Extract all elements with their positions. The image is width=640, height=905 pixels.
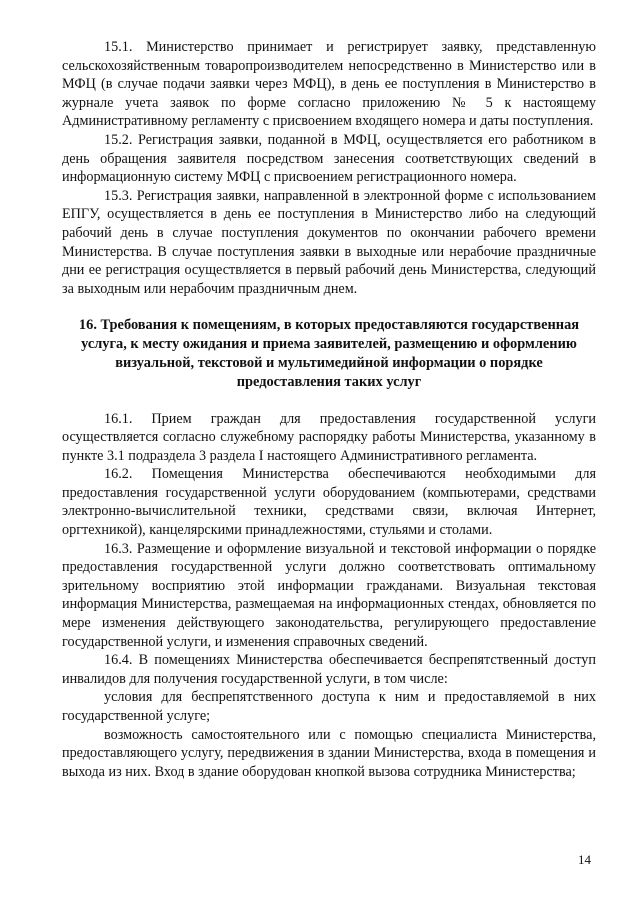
paragraph-15-2: 15.2. Регистрация заявки, поданной в МФЦ, осуществляется его работником в день обращения заявителя посредством занесения соответствующих сведений в информационную систему МФЦ с присвоением регистрационного номера.: [62, 131, 596, 186]
list-item-movement: возможность самостоятельного или с помощью специалиста Министерства, предоставляющего услугу, передвижения в здании Министерства, входа в помещения и выхода из них. Вход в здание оборудован кнопкой вызова сотрудника Министерства;: [62, 726, 596, 780]
paragraph-16-2: 16.2. Помещения Министерства обеспечиваются необходимыми для предоставления государственной услуги оборудованием (компьютерами, средствами электронно-вычислительной техники, средствами связи, включая Интернет, оргтехникой), канцелярскими принадлежностями, стульями и столами.: [62, 466, 596, 539]
document-body: [62, 38, 596, 781]
paragraph-16-3: 16.3. Размещение и оформление визуальной и текстовой информации о порядке предоставления государственной услуги должно соответствовать оптимальному зрительному восприятию этой информации гражданами. Визуальная текстовая информация Министерства, размещаемая на информационных стендах, обновляется по мере изменения действующего законодательства, регулирующего предоставление государственной услуги, и изменения справочных сведений.: [62, 540, 596, 650]
paragraph-16-1: 16.1. Прием граждан для предоставления государственной услуги осуществляется согласно служебному распорядку работы Министерства, указанному в пункте 3.1 подраздела 3 раздела I настоящего Административного регламента.: [62, 410, 596, 464]
paragraph-16-4: 16.4. В помещениях Министерства обеспечивается беспрепятственный доступ инвалидов для получения государственной услуги, в том числе:: [62, 652, 596, 687]
paragraph-15-3: 15.3. Регистрация заявки, направленной в электронной форме с использованием ЕПГУ, осуществляется в день ее поступления в Министерство либо на следующий рабочий день в случае поступления документов по окончании рабочего времени Министерства. В случае поступления заявки в выходные или нерабочие праздничные дни ее регистрация осуществляется в первый рабочий день Министерства, следующий за выходным или нерабочим праздничным днем.: [62, 187, 596, 297]
section-16-heading: 16. Требования к помещениям, в которых предоставляются государственная услуга, к месту ожидания и приема заявителей, размещению и оформлению визуальной, текстовой и мультимедийной информации о порядке предоставления таких услуг: [78, 317, 580, 390]
paragraph-15-1: 15.1. Министерство принимает и регистрирует заявку, представленную сельскохозяйственным товаропроизводителем непосредственно в Министерство или в МФЦ (в случае подачи заявки через МФЦ), в день ее поступления в Министерство в журнале учета заявок по форме согласно приложению № 5 к настоящему Административному регламенту с присвоением входящего номера и даты поступления.: [62, 39, 596, 130]
page-number: 14: [578, 852, 591, 867]
list-item-access-conditions: условия для беспрепятственного доступа к ним и предоставляемой в них государственной услуге;: [62, 689, 596, 724]
